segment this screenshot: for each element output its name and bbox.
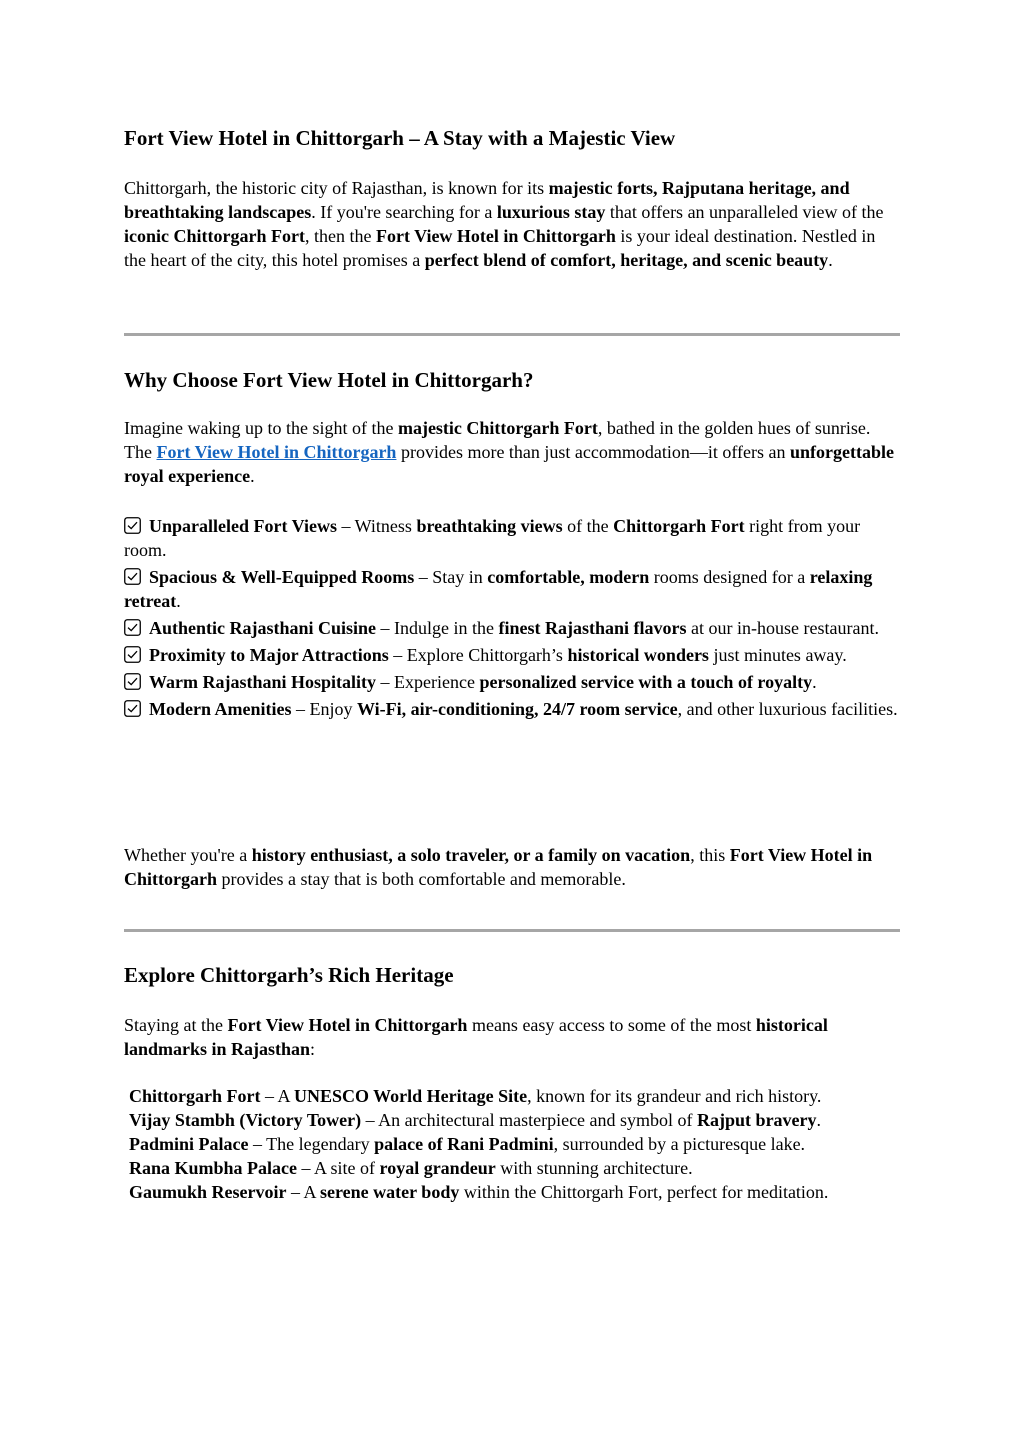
text-run: – A [260,1086,294,1106]
features-list [124,514,900,724]
section-title-why-choose: Why Choose Fort View Hotel in Chittorgarh? [124,368,534,392]
text-run: within the Chittorgarh Fort, perfect for meditation. [459,1182,829,1202]
text-run: – Witness [336,516,417,536]
bold-text: Wi-Fi, air-conditioning, 24/7 room service [356,699,678,719]
section-title-explore-heritage: Explore Chittorgarh’s Rich Heritage [124,963,454,987]
hotel-link[interactable]: Fort View Hotel in Chittorgarh [156,442,397,462]
text-run: Staying at the [124,1015,228,1035]
bold-text: UNESCO World Heritage Site [293,1086,528,1106]
text-run: , surrounded by a picturesque lake. [553,1134,806,1154]
text-run: that offers an unparalleled view of the [605,202,884,222]
feature-item [124,697,900,721]
text-run: – Stay in [414,567,488,587]
bold-text: Padmini Palace [129,1134,249,1154]
text-run: – Experience [376,672,480,692]
text-run: Chittorgarh, the historic city of Rajasthan, is known for its [124,178,549,198]
bold-text: majestic forts, Rajputana heritage, and breathtaking landscapes [124,178,850,222]
text-run: – A [286,1182,321,1202]
bold-text: Chittorgarh Fort [613,516,745,536]
bold-text: Rajput bravery [697,1110,817,1130]
checkbox-checked-icon [124,673,141,690]
landmark-item [124,1180,900,1204]
bold-text: palace of Rani Padmini [374,1134,554,1154]
bold-text: luxurious stay [496,202,606,222]
bold-text: historical wonders [567,645,709,665]
bold-text: personalized service with a touch of royalty [479,672,813,692]
text-run: Whether you're a [124,845,252,865]
text-run: : [310,1039,316,1059]
landmark-item [124,1132,900,1156]
text-run: . [828,250,833,270]
feature-item [124,670,900,694]
landmark-item [124,1108,900,1132]
checkbox-checked-icon [124,568,141,585]
text-run: . [812,672,817,692]
section-title-fort-view-hotel: Fort View Hotel in Chittorgarh – A Stay with a Majestic View [124,126,676,150]
landmarks-list [124,1084,900,1204]
text-run: provides more than just accommodation—it offers an [396,442,791,462]
feature-item [124,616,900,640]
section-divider [124,333,900,336]
bold-text: Rana Kumbha Palace [129,1158,298,1178]
bold-text: comfortable, modern [487,567,650,587]
text-run: with stunning architecture. [495,1158,693,1178]
bold-text: Fort View Hotel in Chittorgarh [375,226,616,246]
bold-text: Chittorgarh Fort [129,1086,261,1106]
checkbox-checked-icon [124,646,141,663]
text-run: . [816,1110,822,1130]
checkbox-checked-icon [124,700,141,717]
text-run: is your ideal destination. Nestled in the heart of the city, this hotel promises a [124,226,876,270]
text-run: , and other luxurious facilities. [677,699,898,719]
bold-text: historical landmarks in Rajasthan [124,1015,828,1059]
heritage-intro-paragraph [124,1013,900,1061]
text-run: means easy access to some of the most [467,1015,756,1035]
text-run: Imagine waking up to the sight of the [124,418,398,438]
bold-text: Fort View Hotel in Chittorgarh [124,845,873,889]
bold-text: royal grandeur [379,1158,496,1178]
text-run: just minutes away. [708,645,847,665]
text-run: , then the [304,226,376,246]
bold-text: unforgettable royal experience [124,442,895,486]
bold-text: Warm Rajasthani Hospitality [149,672,377,692]
bold-text: Modern Amenities [149,699,292,719]
text-run: rooms designed for a [649,567,810,587]
text-run: – Enjoy [291,699,357,719]
bold-text: Gaumukh Reservoir [129,1182,287,1202]
text-run: – A site of [297,1158,380,1178]
bold-text: Fort View Hotel in Chittorgarh [227,1015,468,1035]
bold-text: majestic Chittorgarh Fort [397,418,598,438]
text-run: – Explore Chittorgarh’s [388,645,568,665]
feature-item [124,643,900,667]
bold-text: perfect blend of comfort, heritage, and scenic beauty [424,250,829,270]
bold-text: breathtaking views [416,516,563,536]
bold-text: relaxing retreat [124,567,873,611]
bold-text: iconic Chittorgarh Fort [124,226,305,246]
text-run: right from your room. [124,516,861,560]
feature-item [124,565,900,613]
text-run: , bathed in the golden hues of sunrise. The [124,418,871,462]
bold-text: history enthusiast, a solo traveler, or a family on vacation [251,845,691,865]
text-run: of the [562,516,614,536]
landmark-item [124,1156,900,1180]
bold-text: finest Rajasthani flavors [498,618,687,638]
why-choose-intro-paragraph [124,416,900,488]
text-run: , known for its grandeur and rich history. [527,1086,822,1106]
landmark-item [124,1084,900,1108]
text-run: . If you're searching for a [311,202,497,222]
bold-text: serene water body [320,1182,460,1202]
text-run: provides a stay that is both comfortable and memorable. [217,869,626,889]
text-run: – The legendary [248,1134,375,1154]
text-run: – Indulge in the [376,618,499,638]
section-divider [124,929,900,932]
intro-paragraph [124,176,900,272]
checkbox-checked-icon [124,517,141,534]
checkbox-checked-icon [124,619,141,636]
text-run: . [176,591,181,611]
bold-text: Spacious & Well-Equipped Rooms [149,567,415,587]
closing-paragraph [124,843,900,891]
bold-text: Proximity to Major Attractions [149,645,389,665]
bold-text: Vijay Stambh (Victory Tower) [129,1110,362,1130]
text-run: at our in-house restaurant. [686,618,879,638]
feature-item [124,514,900,562]
text-run: , this [690,845,730,865]
text-run: . [250,466,255,486]
bold-text: Unparalleled Fort Views [149,516,337,536]
bold-text: Authentic Rajasthani Cuisine [149,618,377,638]
text-run: – An architectural masterpiece and symbol of [361,1110,698,1130]
